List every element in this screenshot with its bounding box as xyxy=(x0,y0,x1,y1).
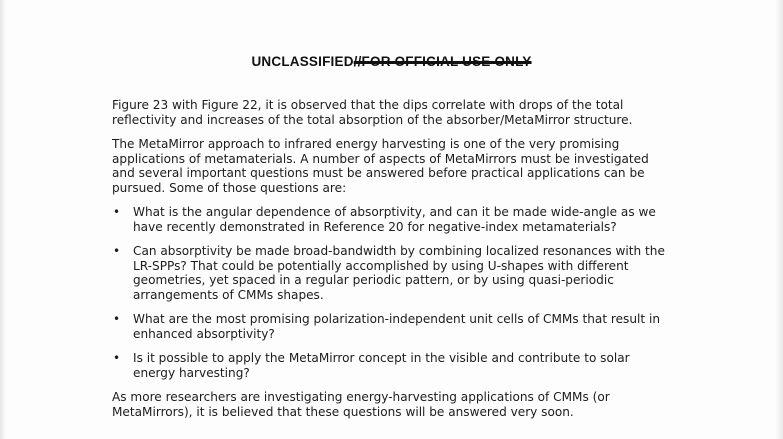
bullet-marker: • xyxy=(113,351,121,365)
paragraph-conclusion: As more researchers are investigating energy-harvesting applications of CMMs (or MetaMirrors), it is believed that these questions will be answered very soon. xyxy=(112,390,610,419)
bullet-marker: • xyxy=(113,205,121,219)
question-item xyxy=(112,205,672,234)
classification-header xyxy=(0,54,783,69)
struck-fouo-marking: //FOR OFFICIAL USE ONLY xyxy=(353,54,532,69)
question-item xyxy=(112,351,672,380)
questions-list xyxy=(112,205,672,380)
document-body xyxy=(112,98,672,429)
question-text: Can absorptivity be made broad-bandwidth by combining localized resonances with the LR-SPPs? That could be potentially accomplished by using U-shapes with different geometries, yet spaced in a regular periodic pattern, or by using quasi-periodic arrangements of CMMs shapes. xyxy=(133,244,665,302)
question-text: Is it possible to apply the MetaMirror concept in the visible and contribute to solar energy harvesting? xyxy=(133,351,630,380)
classification-label: UNCLASSIFIED xyxy=(251,54,354,69)
paragraph-metamirror-intro: The MetaMirror approach to infrared energy harvesting is one of the very promising applications of metamaterials. A number of aspects of MetaMirrors must be investigated and several important questions must be answered before practical applications can be pursued. Some of those questions are: xyxy=(112,137,649,195)
bullet-marker: • xyxy=(113,244,121,258)
question-text: What are the most promising polarization-independent unit cells of CMMs that result in enhanced absorptivity? xyxy=(133,312,660,341)
question-item xyxy=(112,312,672,341)
bullet-marker: • xyxy=(113,312,121,326)
question-text: What is the angular dependence of absorptivity, and can it be made wide-angle as we have recently demonstrated in Reference 20 for negative-index metamaterials? xyxy=(133,205,656,234)
paragraph-figure-comparison: Figure 23 with Figure 22, it is observed that the dips correlate with drops of the total reflectivity and increases of the total absorption of the absorber/MetaMirror structure. xyxy=(112,98,633,127)
question-item xyxy=(112,244,672,302)
